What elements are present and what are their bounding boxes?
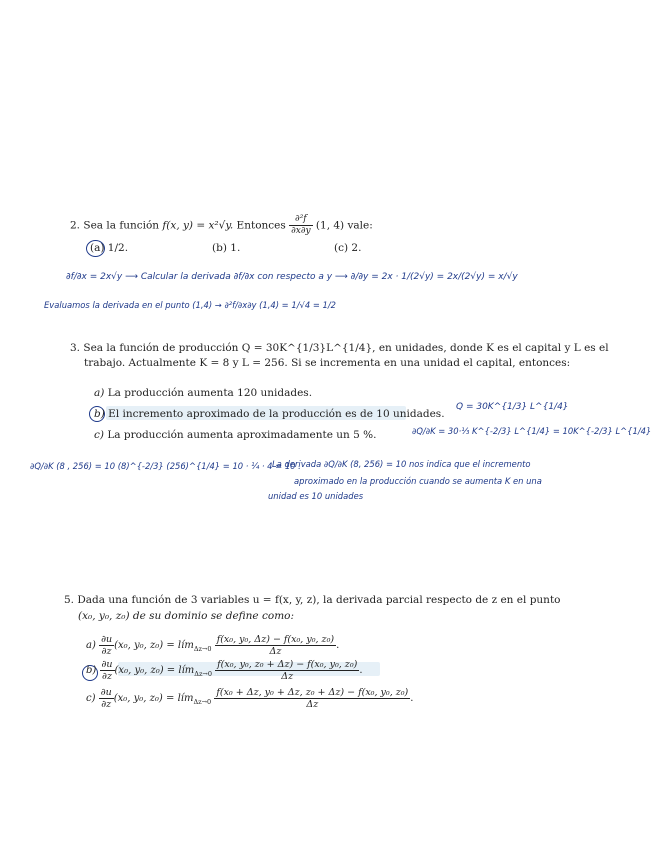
q5-option-c: c) $\frac{\partial u}{\partial z}$ (x₀, y₀, z₀) = lím$_{\Delta z\to 0}$ $\frac{\text{f(x₀ + Δz, y₀ + Δz, z₀ + Δz) − f(x₀, y₀, z₀)}}{\Delta z}$ . — [86, 687, 414, 710]
option-text: La producción aumenta 120 unidades. — [107, 387, 313, 399]
q5-line-1 — [64, 593, 560, 607]
option-letter: a) — [86, 640, 96, 651]
option-letter: (b) — [212, 242, 227, 254]
q2-derivative-num: ∂²f — [289, 214, 312, 226]
q3-line-1-text: Sea la función de producción Q = 30K^{1/3}L^{1/4}, en unidades, donde K es el capital y L es el — [83, 342, 609, 354]
q2-handwritten-line-1: ∂f/∂x = 2x√y ⟶ Calcular la derivada ∂f/∂x con respecto a y ⟶ ∂/∂y = 2x · 1/(2√y) = 2x/(2√y) = x/√y — [66, 272, 518, 282]
q3-handwritten-conclusion-3: unidad es 10 unidades — [268, 491, 364, 501]
q3-number: 3. — [70, 342, 81, 354]
q2-statement — [70, 214, 373, 237]
lhs-den: ∂z — [102, 671, 112, 682]
q5-line-1-text: Dada una función de 3 variables u = f(x, y, z), la derivada parcial respecto de z en el punto — [77, 594, 561, 606]
option-letter: (a) — [90, 242, 105, 254]
q3-handwritten-q: Q = 30K^{1/3} L^{1/4} — [456, 402, 569, 412]
q3-handwritten-conclusion-2: aproximado en la producción cuando se aumenta K en una — [294, 476, 542, 486]
rhs-num: f(x₀, y₀, Δz) − f(x₀, y₀, z₀) — [216, 634, 335, 645]
q5-option-b: b) $\frac{\partial u}{\partial z}$ (x₀, y₀, z₀) = lím$_{\Delta z\to 0}$ $\frac{\text{f(x₀, y₀, z₀ + Δz) − f(x₀, y₀, z₀)}}{\Delta z}$ . — [86, 659, 363, 682]
lhs-num: ∂u — [101, 659, 113, 670]
lim-sub: Δz→0 — [194, 670, 212, 678]
q3-handwritten-dq: ∂Q/∂K = 30·⅓ K^{-2/3} L^{1/4} = 10K^{-2/3} L^{1/4} — [412, 426, 651, 436]
q3-option-a — [94, 386, 312, 400]
option-letter: a) — [94, 387, 105, 399]
q3-line-1 — [70, 341, 609, 355]
option-letter: b) — [86, 665, 97, 676]
lhs-fraction — [99, 634, 114, 657]
lim-sub: Δz→0 — [193, 698, 212, 706]
rhs-num: f(x₀ + Δz, y₀ + Δz, z₀ + Δz) − f(x₀, y₀, z₀) — [216, 687, 409, 698]
lhs-den: ∂z — [101, 646, 112, 657]
rhs-fraction — [215, 634, 336, 657]
rhs-den: Δz — [269, 646, 282, 657]
lim-sub: Δz→0 — [193, 645, 212, 653]
option-text: 2. — [351, 242, 362, 254]
rhs-fraction — [214, 687, 410, 710]
rhs-fraction — [215, 659, 359, 682]
q5-line-2: (x₀, y₀, z₀) de su dominio se define como: — [78, 610, 295, 622]
option-letter: c) — [86, 693, 96, 704]
q2-then: Entonces — [236, 219, 286, 232]
option-text: 1. — [230, 242, 241, 254]
lhs-args: (x₀, y₀, z₀) = lím — [114, 640, 194, 651]
rhs-den: Δz — [306, 699, 319, 710]
q2-function: f(x, y) = x²√y. — [162, 219, 234, 232]
q2-intro: Sea la función — [83, 219, 160, 232]
q3-option-c — [94, 428, 376, 442]
q3-line-2: trabajo. Actualmente K = 8 y L = 256. Si se incrementa en una unidad el capital, entonces: — [84, 357, 571, 369]
lhs-fraction — [100, 659, 115, 682]
lhs-den: ∂z — [101, 699, 112, 710]
lhs-num: ∂u — [100, 687, 112, 698]
q2-derivative-den: ∂x∂y — [291, 226, 311, 236]
option-text: La producción aumenta aproximadamente un 5 %. — [107, 429, 377, 441]
option-text: 1/2. — [107, 242, 129, 254]
option-letter: b) — [94, 408, 105, 420]
q2-derivative — [289, 214, 312, 237]
option-letter: (c) — [334, 242, 349, 254]
rhs-den: Δz — [281, 671, 294, 682]
lhs-fraction — [99, 687, 114, 710]
q3-handwritten-conclusion-1: La derivada ∂Q/∂K (8, 256) = 10 nos indica que el incremento — [272, 459, 531, 469]
option-text: El incremento aproximado de la producción es de 10 unidades. — [108, 408, 445, 420]
q2-option-b — [212, 241, 240, 255]
q2-option-c — [334, 241, 361, 255]
q5-number: 5. — [64, 594, 75, 606]
lhs-args: (x₀, y₀, z₀) = lím — [113, 693, 194, 704]
lhs-num: ∂u — [101, 634, 113, 645]
lhs-args: (x₀, y₀, z₀) = lím — [114, 665, 195, 676]
q2-option-a — [90, 241, 128, 255]
q3-handwritten-eval: ∂Q/∂K (8 , 256) = 10 (8)^{-2/3} (256)^{1/4} = 10 · ¼ · 4 = 10 . — [30, 461, 301, 471]
rhs-num: f(x₀, y₀, z₀ + Δz) − f(x₀, y₀, z₀) — [217, 659, 358, 670]
q2-point: (1, 4) vale: — [315, 219, 373, 232]
q5-option-a: a) $\frac{\partial u}{\partial z}$ (x₀, y₀, z₀) = lím$_{\Delta z\to 0}$ $\frac{\text{f(x₀, y₀, Δz) − f(x₀, y₀, z₀)}}{\Delta z}$ . — [86, 634, 340, 657]
q2-handwritten-line-2: Evaluamos la derivada en el punto (1,4) → ∂²f/∂x∂y (1,4) = 1/√4 = 1/2 — [44, 300, 337, 310]
q2-number: 2. — [70, 219, 81, 232]
option-letter: c) — [94, 429, 104, 441]
q3-option-b — [94, 407, 445, 421]
